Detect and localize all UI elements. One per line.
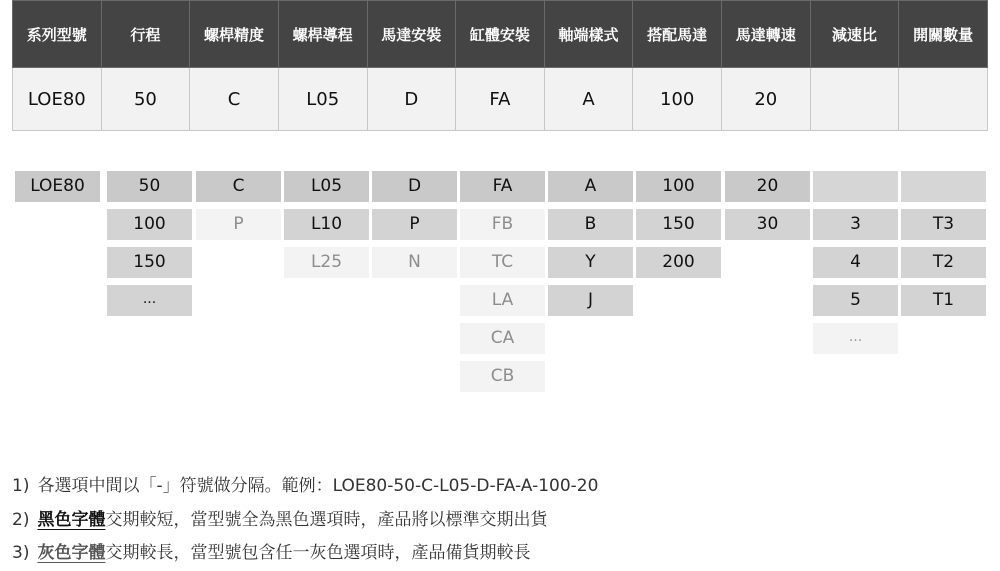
option-cell: 150 [107, 247, 192, 278]
header-stroke: 行程 [101, 1, 190, 68]
option-cell: CB [460, 361, 545, 392]
header-reduction-ratio: 減速比 [810, 1, 899, 68]
option-cell: 50 [107, 171, 192, 202]
option-cell: B [548, 209, 633, 240]
option-cell: LOE80 [15, 171, 100, 202]
option-cell: 100 [107, 209, 192, 240]
option-cell: P [372, 209, 457, 240]
header-motor-speed: 馬達轉速 [722, 1, 811, 68]
option-cell: L25 [284, 247, 369, 278]
option-cell: 150 [636, 209, 721, 240]
option-cell: T1 [901, 285, 986, 316]
option-cell: L10 [284, 209, 369, 240]
option-cell: 200 [636, 247, 721, 278]
option-cell: CA [460, 323, 545, 354]
notes-list [12, 470, 992, 571]
value-switch-count [899, 68, 988, 131]
option-cell: ... [813, 323, 898, 354]
option-cell: A [548, 171, 633, 202]
header-screw-lead: 螺桿導程 [278, 1, 367, 68]
header-screw-precision: 螺桿精度 [190, 1, 279, 68]
option-cell: TC [460, 247, 545, 278]
note-2 [12, 504, 992, 538]
option-cell: C [196, 171, 281, 202]
option-cell: 5 [813, 285, 898, 316]
spec-table [12, 0, 988, 131]
note-number: 2) [12, 509, 30, 530]
value-body-mount: FA [456, 68, 545, 131]
option-cell: T3 [901, 209, 986, 240]
header-shaft-end: 軸端樣式 [544, 1, 633, 68]
spec-header-row [13, 1, 988, 68]
option-cell: 3 [813, 209, 898, 240]
option-cell: ... [107, 285, 192, 316]
note-text: 各選項中間以「-」符號做分隔。範例：LOE80-50-C-L05-D-FA-A-100-20 [37, 476, 599, 496]
value-reduction-ratio [810, 68, 899, 131]
header-series: 系列型號 [13, 1, 102, 68]
option-cell: P [196, 209, 281, 240]
note-text: 交期較短，當型號全為黑色選項時，產品將以標準交期出貨 [105, 509, 548, 530]
option-cell: J [548, 285, 633, 316]
note-1 [12, 470, 992, 504]
value-shaft-end: A [544, 68, 633, 131]
option-cell: N [372, 247, 457, 278]
option-cell: Y [548, 247, 633, 278]
spec-value-row [13, 68, 988, 131]
option-cell: 30 [725, 209, 810, 240]
value-motor-mount: D [367, 68, 456, 131]
option-cell [901, 171, 986, 202]
option-cell: FA [460, 171, 545, 202]
header-body-mount: 缸體安裝 [456, 1, 545, 68]
option-cell: FB [460, 209, 545, 240]
header-motor: 搭配馬達 [633, 1, 722, 68]
option-cell: 100 [636, 171, 721, 202]
option-cell [813, 171, 898, 202]
note-3 [12, 537, 992, 571]
note-emphasis-black: 黑色字體 [37, 509, 106, 530]
note-number: 1) [12, 476, 30, 496]
options-grid [15, 171, 985, 401]
value-motor: 100 [633, 68, 722, 131]
option-cell: T2 [901, 247, 986, 278]
option-cell: D [372, 171, 457, 202]
value-screw-precision: C [190, 68, 279, 131]
note-text: 交期較長，當型號包含任一灰色選項時，產品備貨期較長 [105, 543, 531, 563]
note-number: 3) [12, 543, 30, 563]
value-series: LOE80 [13, 68, 102, 131]
header-motor-mount: 馬達安裝 [367, 1, 456, 68]
value-screw-lead: L05 [278, 68, 367, 131]
value-stroke: 50 [101, 68, 190, 131]
header-switch-count: 開關數量 [899, 1, 988, 68]
value-motor-speed: 20 [722, 68, 811, 131]
option-cell: 20 [725, 171, 810, 202]
option-cell: L05 [284, 171, 369, 202]
option-cell: 4 [813, 247, 898, 278]
option-cell: LA [460, 285, 545, 316]
note-emphasis-gray: 灰色字體 [37, 543, 106, 563]
